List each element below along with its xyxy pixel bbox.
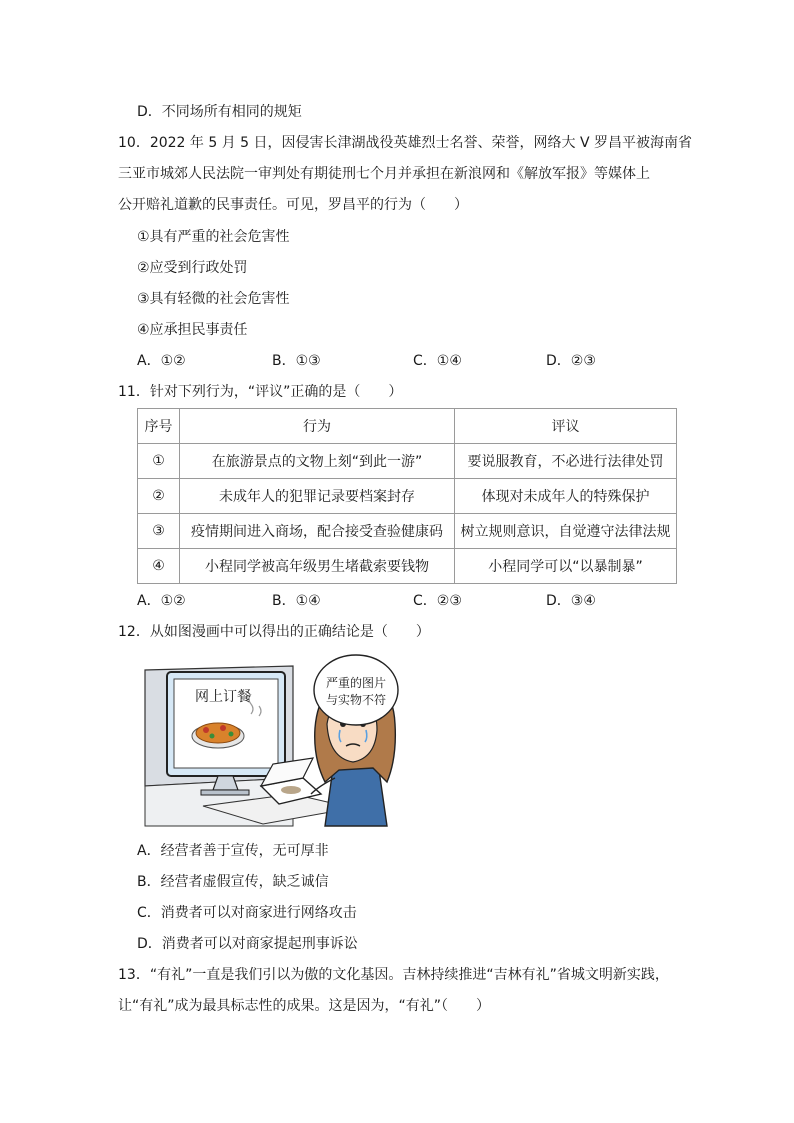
q11-option-c[interactable]: C．②③ [413, 593, 462, 609]
q10-options [0, 351, 794, 371]
q12-option-d[interactable]: D．消费者可以对商家提起刑事诉讼 [137, 936, 358, 952]
row-comment: 要说服教育，不必进行法律处罚 [455, 444, 677, 479]
q10-option-d[interactable]: D．②③ [546, 353, 596, 369]
q11-option-d[interactable]: D．③④ [546, 593, 596, 609]
q10-item-3: ③具有轻微的社会危害性 [137, 291, 290, 307]
q10-item-1: ①具有严重的社会危害性 [137, 229, 290, 245]
q10-stem-line2: 三亚市城郊人民法院一审判处有期徒刑七个月并承担在新浪网和《解放军报》等媒体上 [118, 166, 650, 182]
q12-option-a[interactable]: A．经营者善于宣传，无可厚非 [137, 843, 329, 859]
cartoon-screen-text: 网上订餐 [195, 689, 251, 705]
row-behavior: 疫情期间进入商场，配合接受查验健康码 [180, 514, 455, 549]
row-behavior: 未成年人的犯罪记录要档案封存 [180, 479, 455, 514]
q11-options [0, 591, 794, 611]
q12-stem: 12．从如图漫画中可以得出的正确结论是（ ） [118, 624, 430, 640]
q11-stem: 11．针对下列行为，“评议”正确的是（ ） [118, 384, 403, 400]
header-comment: 评议 [455, 409, 677, 444]
row-comment: 树立规则意识，自觉遵守法律法规 [455, 514, 677, 549]
q11-table [137, 408, 677, 584]
q10-stem-line3: 公开赔礼道歉的民事责任。可见，罗昌平的行为（ ） [118, 197, 468, 213]
q13-stem-line2: 让“有礼”成为最具标志性的成果。这是因为，“有礼”（ ） [118, 998, 491, 1014]
table-row [138, 514, 677, 549]
q10-option-c[interactable]: C．①④ [413, 353, 462, 369]
row-number: ② [138, 479, 180, 514]
row-number: ③ [138, 514, 180, 549]
q11-option-a[interactable]: A．①② [137, 593, 186, 609]
q10-item-4: ④应承担民事责任 [137, 322, 248, 338]
q10-item-2: ②应受到行政处罚 [137, 260, 248, 276]
table-row [138, 444, 677, 479]
cartoon-bubble-line2: 与实物不符 [325, 693, 386, 707]
cartoon-bubble-line1: 严重的图片 [325, 676, 386, 690]
q12-option-b[interactable]: B．经营者虚假宣传，缺乏诚信 [137, 874, 329, 890]
q10-option-a[interactable]: A．①② [137, 353, 186, 369]
row-number: ④ [138, 549, 180, 584]
row-behavior: 在旅游景点的文物上刻“到此一游” [180, 444, 455, 479]
table-row [138, 479, 677, 514]
table-header-row [138, 409, 677, 444]
header-number: 序号 [138, 409, 180, 444]
q12-cartoon [143, 658, 398, 828]
q13-stem-line1: 13．“有礼”一直是我们引以为傲的文化基因。吉林持续推进“吉林有礼”省城文明新实践， [118, 967, 669, 983]
header-behavior: 行为 [180, 409, 455, 444]
q10-option-b[interactable]: B．①③ [272, 353, 321, 369]
row-comment: 体现对未成年人的特殊保护 [455, 479, 677, 514]
table-row [138, 549, 677, 584]
row-comment: 小程同学可以“以暴制暴” [455, 549, 677, 584]
row-number: ① [138, 444, 180, 479]
q9-option-d: D．不同场所有相同的规矩 [137, 104, 302, 120]
q11-option-b[interactable]: B．①④ [272, 593, 321, 609]
q10-stem-line1: 10．2022 年 5 月 5 日，因侵害长津湖战役英雄烈士名誉、荣誉，网络大 V 罗昌平被海南省 [118, 135, 692, 151]
row-behavior: 小程同学被高年级男生堵截索要钱物 [180, 549, 455, 584]
q12-option-c[interactable]: C．消费者可以对商家进行网络攻击 [137, 905, 357, 921]
